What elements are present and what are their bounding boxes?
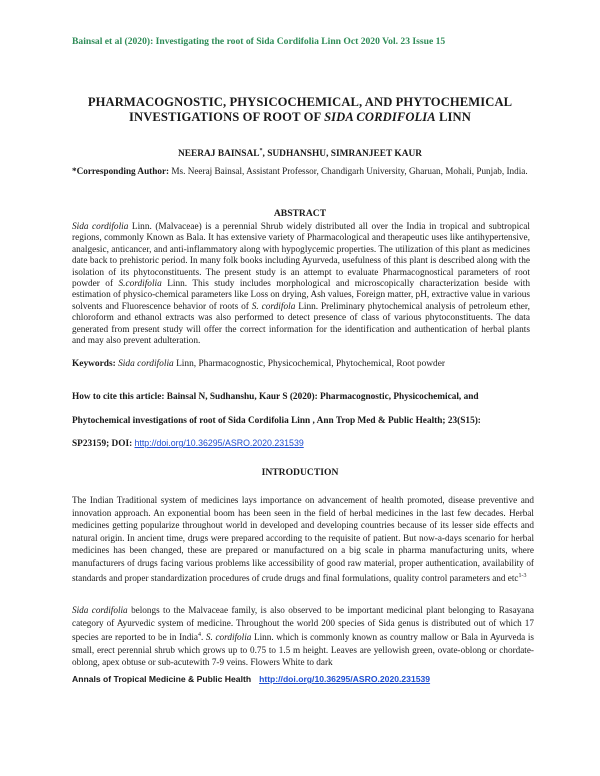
title-species: SIDA CORDIFOLIA — [324, 109, 436, 124]
abstract-species-3: S. cordifola — [251, 301, 296, 312]
intro-paragraph-1 — [72, 494, 534, 584]
keywords-species: Sida cordifolia — [115, 359, 174, 369]
intro-p1-text: The Indian Traditional system of medicines lays importance on advancement of health promoted, disease preventive and innovation approach. An exponential boom has been seen in the field of herbal medicines in the last few decades. Herbal medicines getting popularize throughout world in developed and developing countries because of its lesser side effects and natural origin. In ancient time, drugs were prepared according to the requisite of patient. But now-a-days scenario for herbal medicines has been changed, these are prepared or manufactured on a big scale in pharma manufacturing units, where manufacturers of drugs facing various problems like accessibility of good raw material, proper authentication, availability of standards and proper standardization procedures of crude drugs and final formulations, quality control parameters and etc — [72, 495, 534, 583]
citation-doi-label: SP23159; DOI: — [72, 439, 135, 449]
corresponding-text: Ms. Neeraj Bainsal, Assistant Professor, Chandigarh University, Gharuan, Mohali, Punjab, India. — [169, 166, 528, 176]
intro-p2-sep: . — [200, 632, 206, 643]
abstract-species-2: S.cordifolia — [118, 279, 162, 290]
introduction-heading: INTRODUCTION — [261, 467, 339, 478]
keywords — [72, 359, 534, 369]
page-footer — [72, 674, 430, 684]
title-line-1: PHARMACOGNOSTIC, PHYSICOCHEMICAL, AND PHYTOCHEMICAL — [87, 95, 513, 109]
abstract-text-3: Linn. Preliminary phytochemical analysis of petroleum ether, chloroform and ethanol extracts was also performed to detect presence of class of various phytoconstituents. The data generated from present study will offer the correct information for the identification and authentication of herbal plants and may also prevent adulteration. — [72, 301, 530, 347]
citation-doi-link[interactable]: http://doi.org/10.36295/ASRO.2020.231539 — [134, 438, 304, 448]
keywords-label: Keywords: — [72, 359, 116, 369]
corresponding-author — [72, 165, 534, 178]
title-line-2 — [60, 110, 540, 125]
intro-paragraph-2 — [72, 604, 534, 669]
citation-line-2: Phytochemical investigations of root of Sida Cordifolia Linn , Ann Trop Med & Public Health; 23(S15): — [72, 416, 481, 426]
author-list — [0, 148, 600, 159]
abstract-text-2: Linn. This study includes morphological and microscopically characterization beside with estimation of physico-chemical parameters like Loss on drying, Ash values, Foreign matter, pH, extractive value in various solvents and Fluorescence behavior of roots of — [72, 279, 530, 312]
citation-line-3 — [72, 438, 534, 449]
footer-doi-link[interactable]: http://doi.org/10.36295/ASRO.2020.231539 — [259, 674, 431, 684]
keywords-text: Linn, Pharmacognostic, Physicochemical, Phytochemical, Root powder — [173, 359, 446, 369]
author-first: NEERAJ BAINSAL — [177, 149, 260, 160]
abstract-species: Sida cordifolia — [72, 222, 129, 232]
intro-p2-species-2: S. cordifolia — [205, 632, 252, 643]
author-rest: , SUDHANSHU, SIMRANJEET KAUR — [262, 149, 423, 160]
intro-p1-ref: 1-3 — [518, 572, 527, 579]
intro-p2-text-2: Linn. which is commonly known as country mallow or Bala in Ayurveda is small, erect perennial shrub which grows up to 0.75 to 1.5 m height. Leaves are yellowish green, ovate-oblong or chordate-oblong, apex obtuse or sub-acutewith 7-9 veins. Flowers White to dark — [72, 632, 534, 668]
abstract-text-1: Linn. (Malvaceae) is a perennial Shrub widely distributed all over the India in tropical and subtropical regions, commonly Known as Bala. It has extensive variety of Pharmacological and therapeutic uses like antihypertensive, analgesic, anticancer, and anti-inflammatory along with hypoglycemic properties. The utilization of this plant as medicines date back to prehistoric period. In many folk books including Ayurveda, usefulness of this plant is described along with the isolation of its phytoconstituents. The present study is an attempt to evaluate Pharmacognostical parameters of root powder of — [72, 222, 530, 290]
abstract-body — [72, 222, 530, 347]
running-header: Bainsal et al (2020): Investigating the root of Sida Cordifolia Linn Oct 2020 Vol. 23 Issue 15 — [72, 36, 446, 47]
corresponding-label: *Corresponding Author: — [72, 166, 170, 176]
citation-line-1: How to cite this article: Bainsal N, Sudhanshu, Kaur S (2020): Pharmacognostic, Physicochemical, and — [72, 392, 479, 402]
author-mark: * — [259, 148, 263, 154]
intro-p2-ref: 4 — [197, 632, 201, 639]
paper-title — [60, 95, 540, 124]
footer-journal: Annals of Tropical Medicine & Public Health — [72, 674, 252, 684]
intro-p2-species: Sida cordifolia — [72, 605, 128, 615]
title-text-end: LINN — [435, 109, 471, 124]
intro-p2-text-1: belongs to the Malvaceae family, is also observed to be important medicinal plant belonging to Rasayana category of Ayurvedic system of medicine. Throughout the world 200 species of Sida genus is distributed out of which 17 species are reported to be in India — [72, 605, 534, 643]
abstract-heading: ABSTRACT — [273, 208, 327, 219]
title-text: INVESTIGATIONS OF ROOT OF — [129, 109, 325, 124]
